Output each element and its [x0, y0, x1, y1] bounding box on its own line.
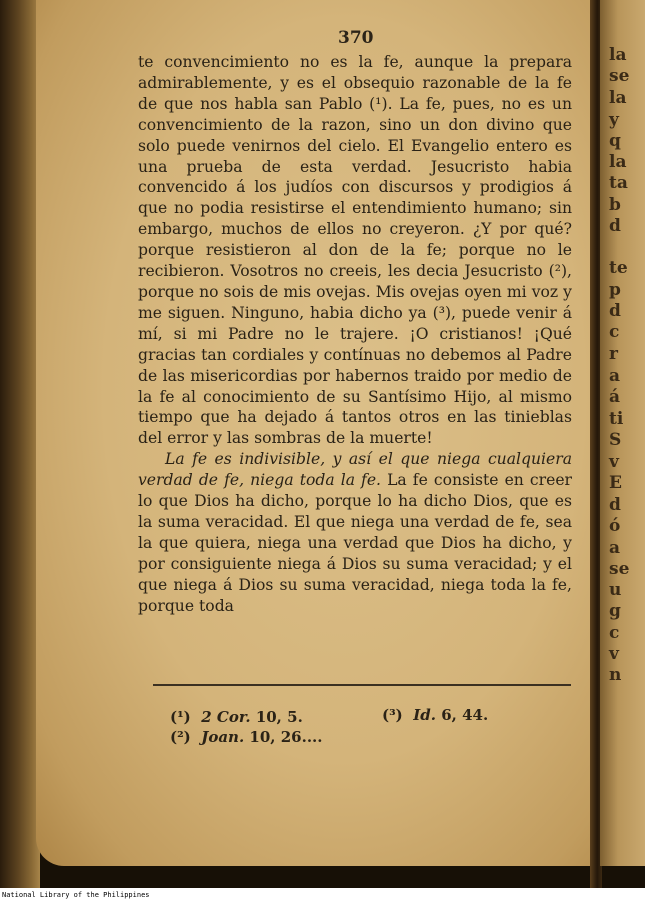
footnote-1-ref: 10, 5.: [255, 708, 303, 726]
adjacent-page-letter: E: [609, 473, 622, 493]
adjacent-page-letter: c: [609, 623, 620, 643]
footnote-1-mark: (¹): [170, 708, 191, 726]
left-page-edge: [0, 0, 40, 888]
page-body: [138, 52, 572, 616]
adjacent-page-letter: u: [609, 580, 622, 600]
footnote-2: [170, 728, 323, 746]
adjacent-page-letter: te: [609, 258, 628, 278]
page-number: 370: [338, 28, 374, 48]
footnote-3: [382, 706, 488, 724]
footnote-1-book: 2 Cor.: [201, 708, 251, 726]
adjacent-page-letter: v: [609, 644, 619, 664]
adjacent-page-letter: d: [609, 495, 621, 515]
adjacent-page-letter: p: [609, 280, 621, 300]
adjacent-page-letter: d: [609, 301, 621, 321]
adjacent-page-letter: v: [609, 452, 619, 472]
footnote-2-mark: (²): [170, 728, 191, 746]
paragraph-2-body: La fe consiste en creer lo que Dios ha dicho, porque lo ha dicho Dios, que es la suma veracidad. El que niega una verdad de fe, sea la que quiera, niega una verdad que Dios ha dicho, y por consiguiente niega á Dios su suma veracidad; y el que niega á Dios su suma veracidad, niega toda la fe, porque toda: [138, 471, 572, 615]
adjacent-page-letter: b: [609, 195, 621, 215]
footnote-3-ref: 6, 44.: [441, 706, 489, 724]
adjacent-page-letter: ti: [609, 409, 624, 429]
paragraph-1: te convencimiento no es la fe, aunque la prepara admirablemente, y es el obsequio razonable de la fe de que nos habla san Pablo (¹). La fe, pues, no es un convencimiento de la razon, sino un don divino que solo puede venirnos del cielo. El Evangelio entero es una prueba de esta verdad. Jesucristo habia convencido á los judíos con discursos y prodigios á que no podia resistirse el entendimiento humano; sin embargo, muchos de ellos no creyeron. ¿Y por qué? porque resistieron al don de la fe; porque no le recibieron. Vosotros no creeis, les decia Jesucristo (²), porque no sois de mis ovejas. Mis ovejas oyen mi voz y me siguen. Ninguno, habia dicho ya (³), puede venir á mí, si mi Padre no le trajere. ¡O cristianos! ¡Qué gracias tan cordiales y contínuas no debemos al Padre de las misericordias por habernos traido por medio de la fe al conocimiento de su Santísimo Hijo, al mismo tiempo que ha dejado á tantos otros en las tinieblas del error y las sombras de la muerte!: [138, 53, 572, 448]
adjacent-page-text: [600, 0, 645, 866]
footnote-3-book: Id.: [413, 706, 436, 724]
adjacent-page-letter: la: [609, 45, 627, 65]
footnote-3-mark: (³): [382, 706, 403, 724]
footnote-rule: [153, 684, 571, 686]
source-credit: National Library of the Philippines: [2, 891, 150, 899]
footnote-2-ref: 10, 26....: [249, 728, 323, 746]
paragraph-2: [138, 449, 572, 616]
adjacent-page-letter: d: [609, 216, 621, 236]
adjacent-page-letter: a: [609, 538, 621, 558]
footnote-1: [170, 708, 303, 726]
adjacent-page-letter: y: [609, 110, 619, 130]
footnote-2-book: Joan.: [201, 728, 245, 746]
adjacent-page-letter: q: [609, 131, 621, 151]
paragraph-2-italic-lead: La fe es indivisible, y así el que niega cualquiera verdad de fe, niega toda la fe.: [138, 450, 572, 490]
adjacent-page-letter: c: [609, 322, 620, 342]
adjacent-page-letter: se: [609, 66, 630, 86]
adjacent-page-letter: r: [609, 344, 618, 364]
adjacent-page-letter: á: [609, 387, 621, 407]
adjacent-page-letter: a: [609, 366, 621, 386]
adjacent-page-letter: la: [609, 152, 627, 172]
adjacent-page-letter: S: [609, 430, 622, 450]
adjacent-page-letter: se: [609, 559, 630, 579]
adjacent-page-letter: la: [609, 88, 627, 108]
adjacent-page-letter: n: [609, 665, 622, 685]
adjacent-page-letter: ó: [609, 516, 621, 536]
adjacent-page-letter: ta: [609, 173, 628, 193]
adjacent-page-letter: g: [609, 601, 621, 621]
